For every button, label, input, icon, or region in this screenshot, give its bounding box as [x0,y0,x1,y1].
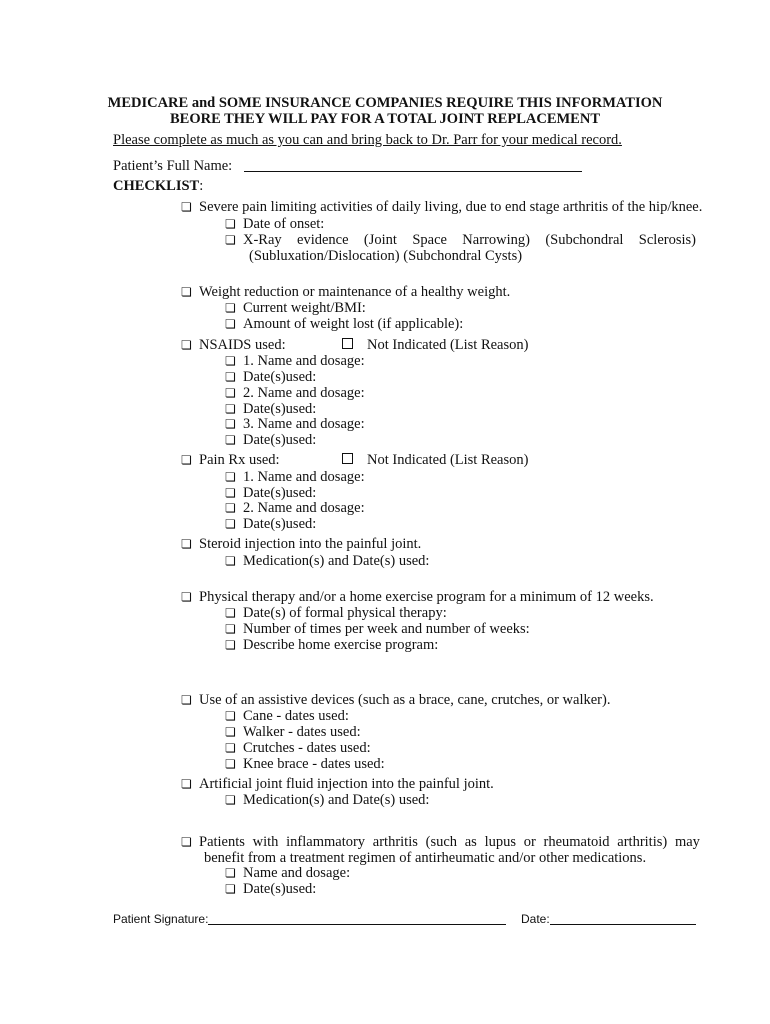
checklist-item-inflammatory-arthritis[interactable] [181,834,700,850]
inflammatory-arthritis-word: inflammatory [286,834,366,850]
xray-evidence-word: evidence [297,232,349,248]
nsaids-sub-item[interactable]: ❏ 1. Name and dosage: [225,353,365,369]
checklist-item-physical-therapy[interactable]: ❏ Physical therapy and/or a home exercise program for a minimum of 12 weeks. [181,589,654,605]
xray-evidence-text [243,232,696,248]
pain-rx-sub-item[interactable]: ❏ Date(s)used: [225,485,317,501]
checkbox-icon[interactable]: ❏ [225,793,236,807]
patient-name-field[interactable] [244,157,582,172]
checklist-item-steroid[interactable]: ❏ Steroid injection into the painful joint. [181,536,422,552]
checkbox-icon[interactable]: ❏ [225,233,236,247]
inflammatory-arthritis-word: or [523,834,536,850]
xray-evidence-word: Sclerosis) [638,232,696,248]
inflammatory-arthritis-word: (such [425,834,458,850]
patient-name-row [113,157,582,174]
checkbox-icon[interactable]: ❏ [225,741,236,755]
checklist-item-assistive-devices[interactable]: ❏ Use of an assistive devices (such as a brace, cane, crutches, or walker). [181,692,611,708]
xray-evidence-word: Space [412,232,447,248]
nsaids-sub-item[interactable]: ❏ Date(s)used: [225,432,317,448]
sub-item-current-weight[interactable]: ❏ Current weight/BMI: [225,300,366,316]
nsaids-sub-item[interactable]: ❏ 2. Name and dosage: [225,385,365,401]
inflammatory-arthritis-word: arthritis) [617,834,668,850]
inflammatory-arthritis-word: lupus [484,834,516,850]
checkbox-icon[interactable]: ❏ [225,622,236,636]
date-row [521,912,696,926]
checkbox-icon[interactable]: ❏ [225,470,236,484]
checklist-item-pain-rx[interactable]: ❏ Pain Rx used: [181,452,280,468]
checkbox-icon[interactable]: ❏ [225,317,236,331]
inflammatory-arthritis-word: rheumatoid [543,834,610,850]
checkbox-icon[interactable]: ❏ [225,501,236,515]
date-label: Date: [521,912,550,926]
checklist-item-weight[interactable]: ❏ Weight reduction or maintenance of a healthy weight. [181,284,511,300]
inflam-sub-item[interactable]: ❏ Date(s)used: [225,881,317,897]
nsaids-not-indicated-checkbox[interactable] [342,338,353,349]
checkbox-icon[interactable]: ❏ [225,709,236,723]
checkbox-icon[interactable]: ❏ [225,486,236,500]
assistive-sub-item[interactable]: ❏ Cane - dates used: [225,708,349,724]
inflammatory-arthritis-line-2: benefit from a treatment regimen of antirheumatic and/or other medications. [204,850,647,866]
sub-item-steroid-meds[interactable]: ❏ Medication(s) and Date(s) used: [225,553,430,569]
checkbox-icon[interactable]: ❏ [225,433,236,447]
inflammatory-arthritis-word: Patients [199,834,245,850]
form-title-line-1: MEDICARE and SOME INSURANCE COMPANIES REQUIRE THIS INFORMATION [107,95,663,111]
assistive-sub-item[interactable]: ❏ Crutches - dates used: [225,740,371,756]
patient-name-label: Patient’s Full Name: [113,158,233,174]
checkbox-icon[interactable]: ❏ [225,882,236,896]
xray-evidence-line-2: (Subluxation/Dislocation) (Subchondral Cysts) [249,248,523,264]
xray-evidence-word: (Subchondral [545,232,624,248]
checklist-item-nsaids[interactable]: ❏ NSAIDS used: [181,337,286,353]
checkbox-icon[interactable]: ❏ [225,301,236,315]
nsaids-sub-item[interactable]: ❏ Date(s)used: [225,369,317,385]
checkbox-icon[interactable]: ❏ [181,777,192,791]
checkbox-icon[interactable]: ❏ [181,835,192,849]
pt-sub-item[interactable]: ❏ Number of times per week and number of weeks: [225,621,530,637]
signature-label: Patient Signature: [113,912,209,926]
checkbox-icon[interactable]: ❏ [225,217,236,231]
checkbox-icon[interactable]: ❏ [181,693,192,707]
checkbox-icon[interactable]: ❏ [225,402,236,416]
checkbox-icon[interactable]: ❏ [181,285,192,299]
inflam-sub-item[interactable]: ❏ Name and dosage: [225,865,351,881]
checkbox-icon[interactable]: ❏ [181,453,192,467]
nsaids-not-indicated-option[interactable]: Not Indicated (List Reason) [342,337,528,353]
checkbox-icon[interactable]: ❏ [225,638,236,652]
pain-rx-sub-item[interactable]: ❏ 2. Name and dosage: [225,500,365,516]
assistive-sub-item[interactable]: ❏ Walker - dates used: [225,724,361,740]
signature-field[interactable] [208,912,506,925]
checkbox-icon[interactable]: ❏ [225,417,236,431]
nsaids-sub-item[interactable]: ❏ 3. Name and dosage: [225,416,365,432]
checkbox-icon[interactable]: ❏ [225,554,236,568]
xray-evidence-word: X-Ray [243,232,282,248]
inflammatory-arthritis-word: as [464,834,477,850]
inflammatory-arthritis-word: may [674,834,700,850]
pain-rx-not-indicated-checkbox[interactable] [342,453,353,464]
checkbox-icon[interactable]: ❏ [225,370,236,384]
xray-evidence-word: Narrowing) [462,232,530,248]
checkbox-icon[interactable]: ❏ [225,606,236,620]
inflammatory-arthritis-word: arthritis [372,834,418,850]
pt-sub-item[interactable]: ❏ Date(s) of formal physical therapy: [225,605,447,621]
checkbox-icon[interactable]: ❏ [225,517,236,531]
checkbox-icon[interactable]: ❏ [181,537,192,551]
pain-rx-not-indicated-option[interactable]: Not Indicated (List Reason) [342,452,528,468]
sub-item-date-of-onset[interactable]: ❏ Date of onset: [225,216,325,232]
checkbox-icon[interactable]: ❏ [225,757,236,771]
sub-item-weight-lost[interactable]: ❏ Amount of weight lost (if applicable): [225,316,464,332]
checkbox-icon[interactable]: ❏ [181,338,192,352]
checkbox-icon[interactable]: ❏ [225,354,236,368]
form-title-line-2: BEORE THEY WILL PAY FOR A TOTAL JOINT REPLACEMENT [169,111,600,127]
assistive-sub-item[interactable]: ❏ Knee brace - dates used: [225,756,385,772]
xray-evidence-word: (Joint [363,232,397,248]
checkbox-icon[interactable]: ❏ [225,386,236,400]
checkbox-icon[interactable]: ❏ [181,590,192,604]
checklist-heading: CHECKLIST: [113,178,204,194]
checkbox-icon[interactable]: ❏ [225,866,236,880]
checkbox-icon[interactable]: ❏ [225,725,236,739]
pain-rx-sub-item[interactable]: ❏ 1. Name and dosage: [225,469,365,485]
pt-sub-item[interactable]: ❏ Describe home exercise program: [225,637,439,653]
sub-item-xray-evidence[interactable] [225,232,696,248]
checkbox-icon[interactable]: ❏ [181,200,192,214]
inflammatory-arthritis-word: with [252,834,279,850]
inflammatory-arthritis-text [199,834,700,850]
checklist-item-severe-pain[interactable]: ❏ Severe pain limiting activities of daily living, due to end stage arthritis of the hip/knee. [181,199,703,215]
checklist-item-joint-fluid-injection[interactable]: ❏ Artificial joint fluid injection into the painful joint. [181,776,494,792]
pain-rx-sub-item[interactable]: ❏ Date(s)used: [225,516,317,532]
instruction-text: Please complete as much as you can and bring back to Dr. Parr for your medical record. [113,132,622,148]
date-field[interactable] [550,912,696,925]
signature-row [113,912,506,926]
sub-item-fluid-meds[interactable]: ❏ Medication(s) and Date(s) used: [225,792,430,808]
nsaids-sub-item[interactable]: ❏ Date(s)used: [225,401,317,417]
